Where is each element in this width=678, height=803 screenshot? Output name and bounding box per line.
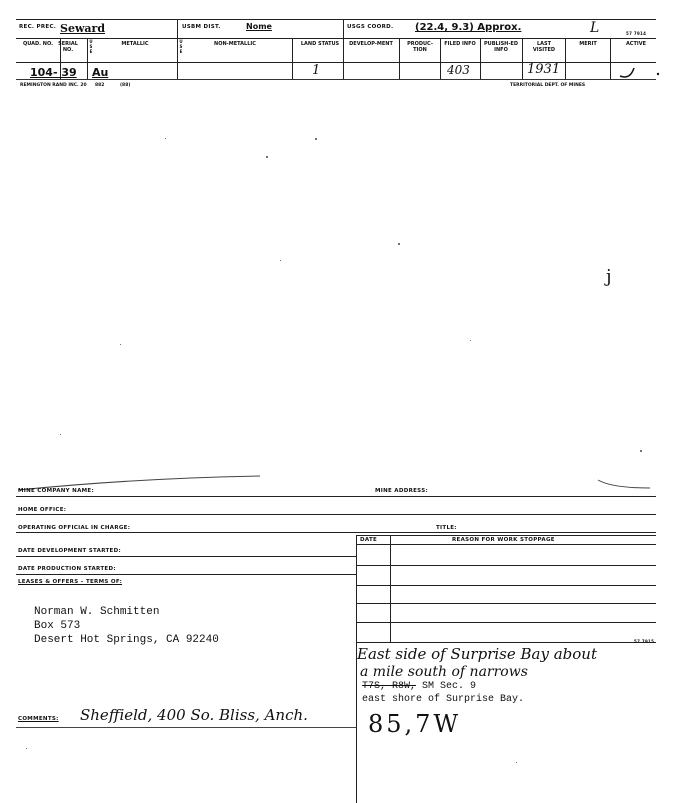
land-status-header: LAND STATUS [300,41,340,47]
use-mark-metallic: U S E [89,39,93,54]
production-header: PRODUC-TION [407,41,433,53]
struck-township: T7S, R8W, [362,681,417,692]
usbm-dist-label: USBM DIST. [182,24,221,30]
rec-prec-label: REC. PREC. [19,24,57,30]
quad-serial-value: 104- 39 [30,66,77,79]
location-note-line4: east shore of Surprise Bay. [362,694,525,705]
active-header: ACTIVE [625,41,647,47]
printer-code-paren: (88) [120,83,131,88]
metallic-header: METALLIC [121,41,149,47]
filed-info-header: FILED INFO [444,41,476,47]
active-check-mark [612,62,662,80]
location-note-line1: East side of Surprise Bay about [357,645,597,663]
date-development-label: DATE DEVELOPMENT STARTED: [18,548,121,554]
title-label: TITLE: [436,525,457,531]
metallic-value: Au [92,66,109,79]
right-margin-mark: j [606,266,612,287]
printer-code: 882 [95,83,105,88]
comments-label: COMMENTS: [18,716,59,722]
land-status-value: 1 [312,63,321,78]
usgs-coord-value: (22.4, 9.3) Approx. [415,22,522,33]
quad-no-header: QUAD. NO. [22,41,54,47]
location-note-line2: a mile south of narrows [360,664,528,680]
merit-header: MERIT [579,41,597,47]
rec-prec-value: Seward [60,22,106,35]
reason-header: REASON FOR WORK STOPPAGE [452,537,555,543]
location-note-line5: 85,7W [368,710,462,738]
usgs-coord-label: USGS COORD. [347,24,394,30]
non-metallic-header: NON-METALLIC [214,41,256,47]
location-note-line3 [362,681,476,692]
lessee-name: Norman W. Schmitten [34,606,160,618]
comments-text: Sheffield, 400 So. Bliss, Anch. [80,706,308,724]
home-office-label: HOME OFFICE: [18,507,67,513]
printer-footer: REMINGTON RAND INC. 20 [20,83,87,88]
leases-offers-label: LEASES & OFFERS – TERMS OF: [18,579,123,585]
section-text: SM Sec. 9 [416,681,477,692]
use-mark-nonmetallic: U S E [179,39,183,54]
development-header: DEVELOP-MENT [349,41,393,47]
corner-mark: L [590,20,600,36]
filed-info-value: 403 [447,63,470,77]
form-code-2: 57 7915 [634,639,655,644]
published-info-header: PUBLISH-ED INFO [483,41,518,53]
mine-address-label: MINE ADDRESS: [375,488,428,494]
mine-company-name-label: MINE COMPANY NAME: [18,488,94,494]
department-footer: TERRITORIAL DEPT. OF MINES [510,83,586,88]
last-visited-header: LAST VISITED [532,41,556,53]
usbm-dist-value: Nome [246,22,272,31]
lessee-box: Box 573 [34,620,81,632]
serial-no-header: SERIAL NO. [58,41,78,53]
last-visited-value: 1931 [527,62,561,77]
operating-official-label: OPERATING OFFICIAL IN CHARGE: [18,525,131,531]
lessee-city: Desert Hot Springs, CA 92240 [34,634,219,646]
form-code: 57 7914 [626,31,647,36]
date-production-label: DATE PRODUCTION STARTED: [18,566,116,572]
date-header: DATE [360,537,378,543]
